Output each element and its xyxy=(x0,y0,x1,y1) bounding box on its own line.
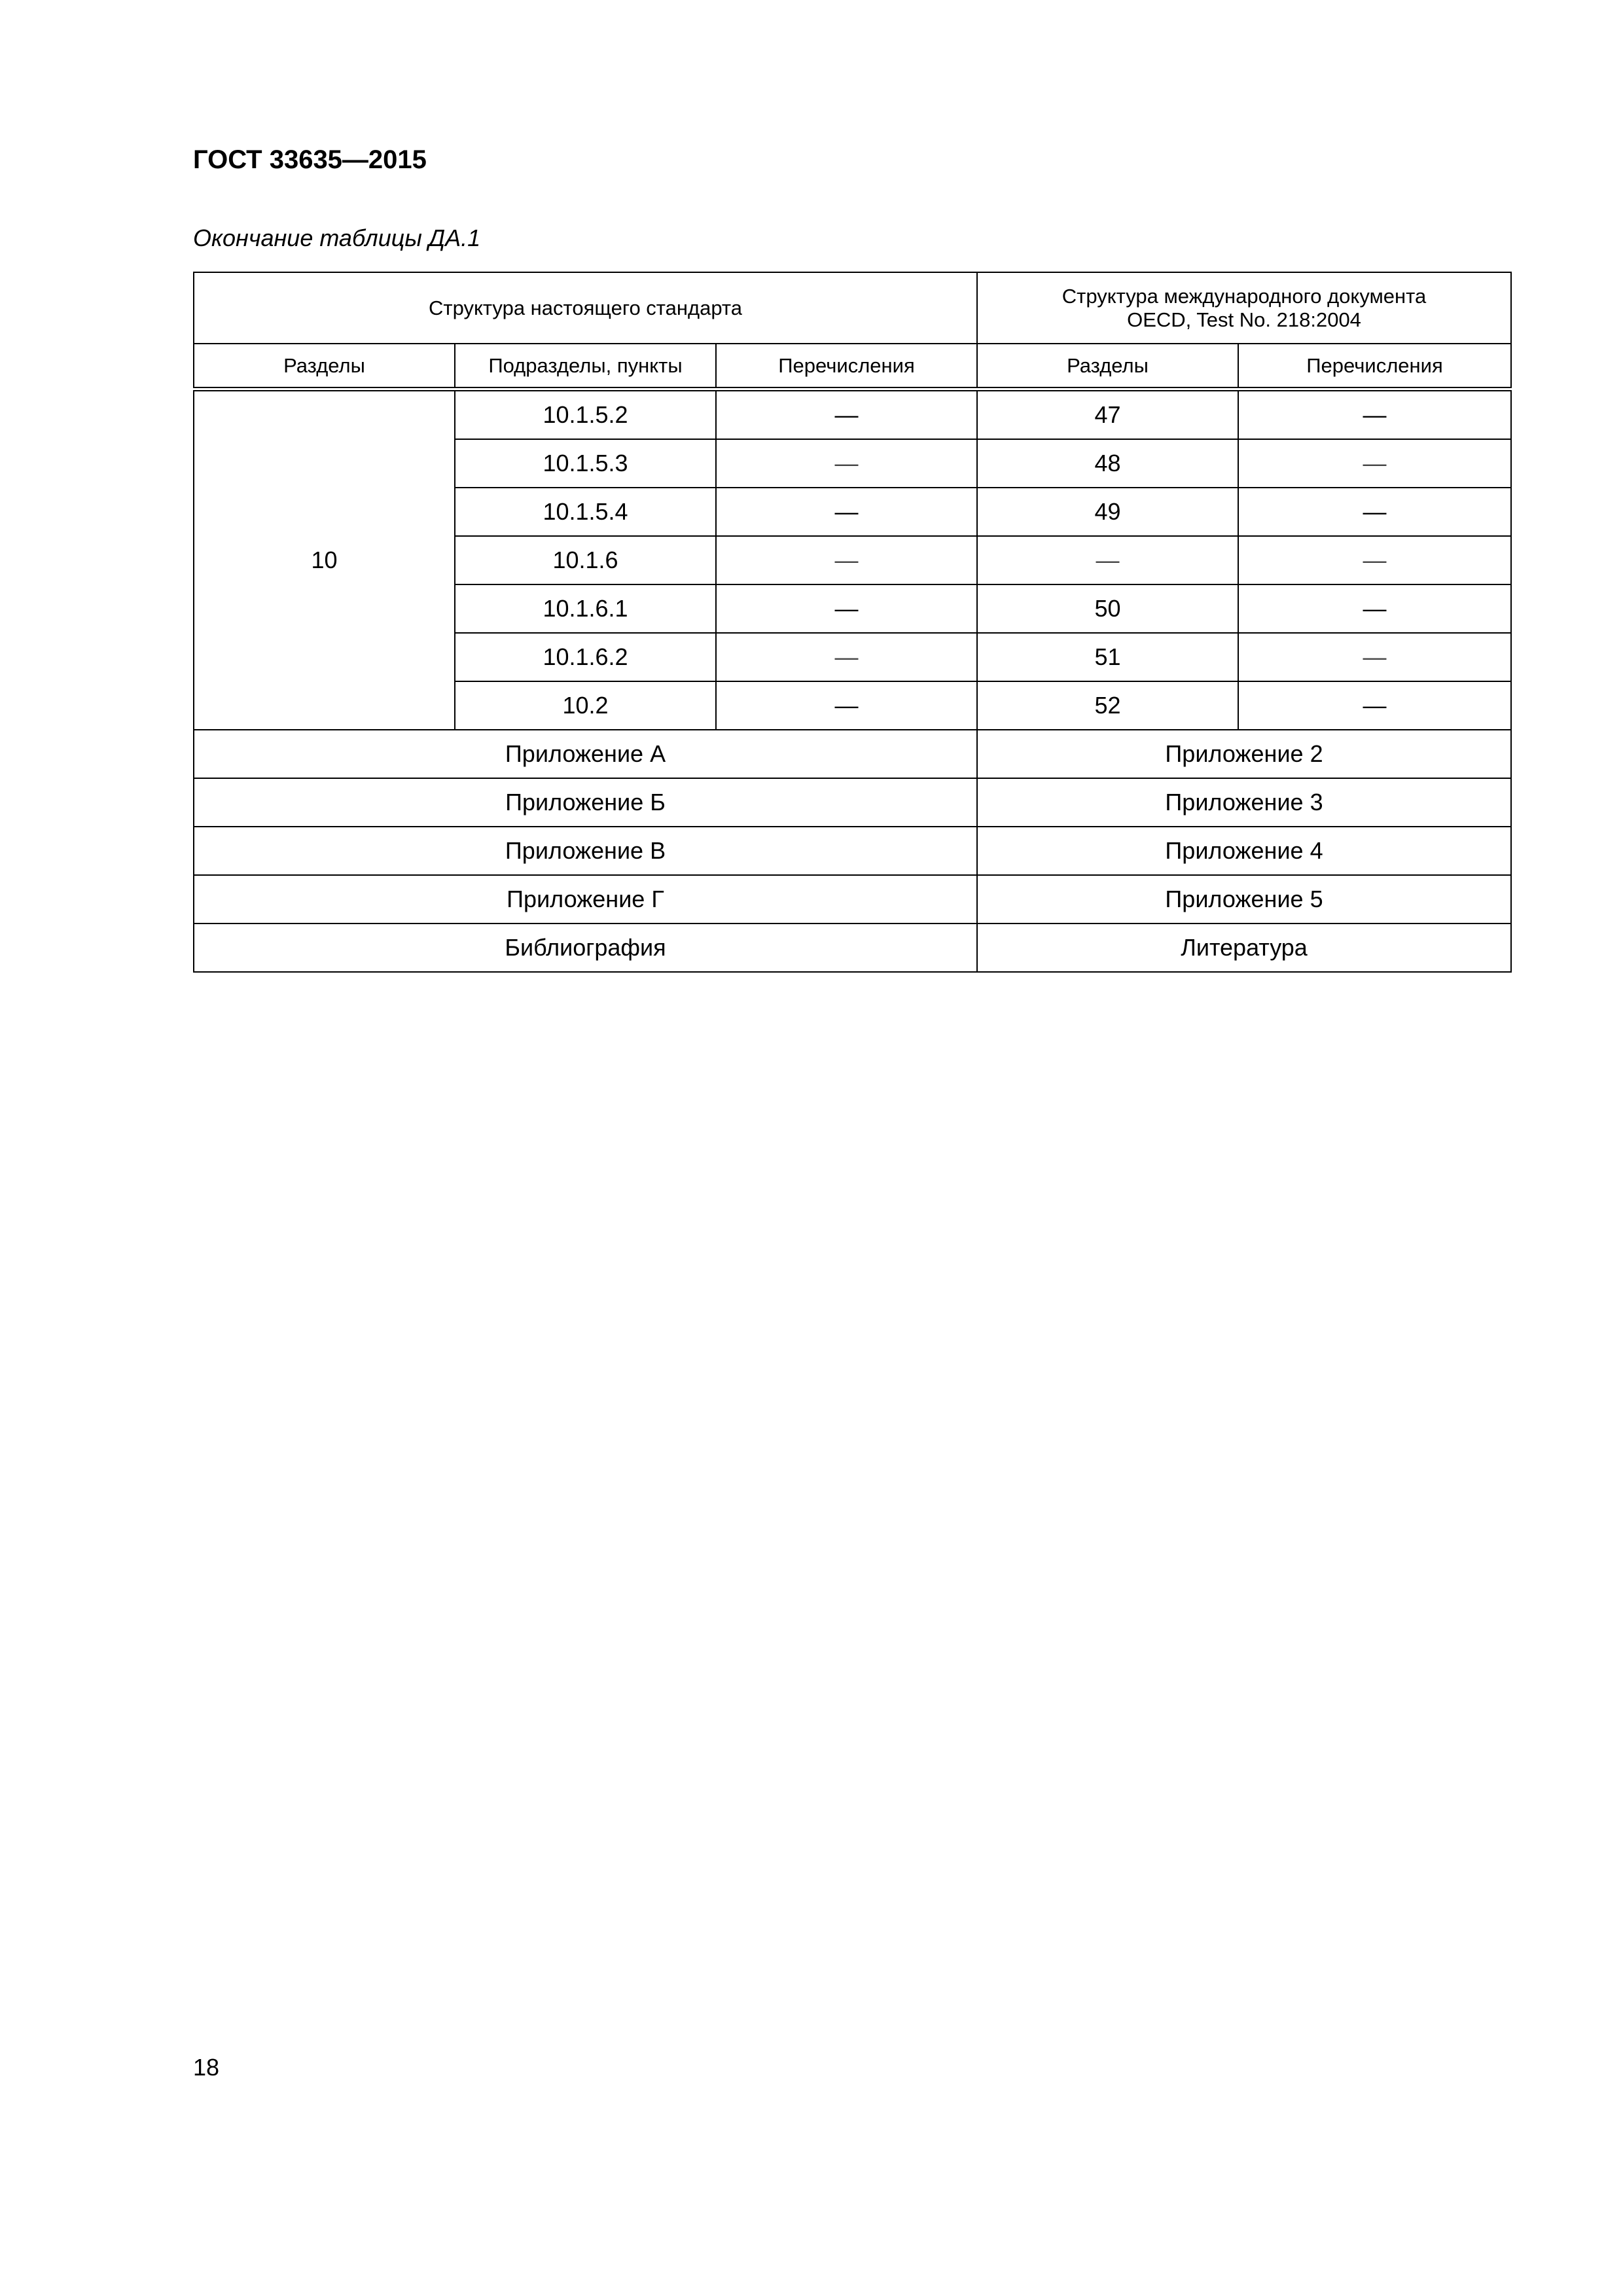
intl-section-cell: 49 xyxy=(977,488,1238,536)
intl-section-cell: 51 xyxy=(977,633,1238,681)
appendix-row xyxy=(194,924,1511,972)
international-appendix-cell: Приложение 5 xyxy=(977,875,1511,924)
international-header-line2: OECD, Test No. 218:2004 xyxy=(1127,308,1361,331)
intl-section-cell: 52 xyxy=(977,681,1238,730)
intl-enum-cell: — xyxy=(1238,488,1511,536)
column-header: Разделы xyxy=(977,344,1238,389)
international-appendix-cell: Литература xyxy=(977,924,1511,972)
subsection-cell: 10.1.5.3 xyxy=(455,439,716,488)
enum-cell: — xyxy=(716,536,977,584)
correspondence-table xyxy=(193,272,1512,973)
intl-enum-cell: — xyxy=(1238,633,1511,681)
appendix-row xyxy=(194,778,1511,827)
standard-appendix-cell: Приложение Б xyxy=(194,778,977,827)
standard-appendix-cell: Библиография xyxy=(194,924,977,972)
column-header: Перечисления xyxy=(716,344,977,389)
intl-enum-cell: — xyxy=(1238,681,1511,730)
group-header-row xyxy=(194,272,1511,344)
table-caption: Окончание таблицы ДА.1 xyxy=(193,224,481,251)
international-appendix-cell: Приложение 4 xyxy=(977,827,1511,875)
subsection-cell: 10.1.5.4 xyxy=(455,488,716,536)
intl-section-cell: 47 xyxy=(977,389,1238,440)
table-row xyxy=(194,389,1511,440)
subsection-cell: 10.1.6.1 xyxy=(455,584,716,633)
standard-appendix-cell: Приложение А xyxy=(194,730,977,778)
international-appendix-cell: Приложение 2 xyxy=(977,730,1511,778)
subsection-cell: 10.1.6.2 xyxy=(455,633,716,681)
enum-cell: — xyxy=(716,488,977,536)
international-header-line1: Структура международного документа xyxy=(1061,284,1427,308)
intl-enum-cell: — xyxy=(1238,536,1511,584)
column-header-row xyxy=(194,344,1511,389)
international-appendix-cell: Приложение 3 xyxy=(977,778,1511,827)
column-header: Разделы xyxy=(194,344,455,389)
subsection-cell: 10.1.5.2 xyxy=(455,389,716,440)
standard-appendix-cell: Приложение В xyxy=(194,827,977,875)
standard-structure-header: Структура настоящего стандарта xyxy=(194,272,977,344)
intl-enum-cell: — xyxy=(1238,584,1511,633)
appendix-row xyxy=(194,875,1511,924)
intl-section-cell: 48 xyxy=(977,439,1238,488)
standard-appendix-cell: Приложение Г xyxy=(194,875,977,924)
subsection-cell: 10.1.6 xyxy=(455,536,716,584)
appendix-row xyxy=(194,730,1511,778)
page-number: 18 xyxy=(193,2054,220,2081)
intl-section-cell: — xyxy=(977,536,1238,584)
document-header: ГОСТ 33635—2015 xyxy=(193,145,427,174)
column-header: Подразделы, пункты xyxy=(455,344,716,389)
enum-cell: — xyxy=(716,439,977,488)
enum-cell: — xyxy=(716,633,977,681)
column-header: Перечисления xyxy=(1238,344,1511,389)
intl-section-cell: 50 xyxy=(977,584,1238,633)
intl-enum-cell: — xyxy=(1238,389,1511,440)
appendix-row xyxy=(194,827,1511,875)
enum-cell: — xyxy=(716,681,977,730)
section-cell: 10 xyxy=(194,389,455,730)
enum-cell: — xyxy=(716,584,977,633)
enum-cell: — xyxy=(716,389,977,440)
subsection-cell: 10.2 xyxy=(455,681,716,730)
international-structure-header xyxy=(977,272,1511,344)
intl-enum-cell: — xyxy=(1238,439,1511,488)
